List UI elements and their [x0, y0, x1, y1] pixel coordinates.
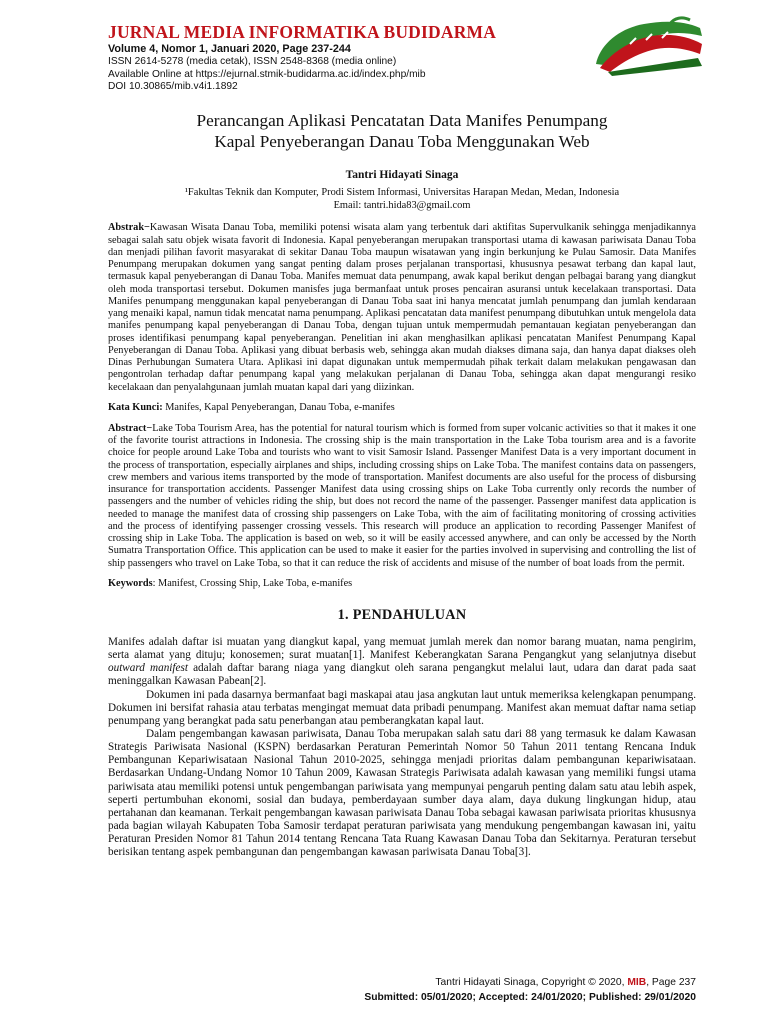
author-name: Tantri Hidayati Sinaga — [345, 169, 459, 182]
section-heading-pendahuluan: 1. PENDAHULUAN — [337, 606, 467, 623]
accepted-label: ; Accepted: — [472, 991, 532, 1003]
kata-kunci-text: Manifes, Kapal Penyeberangan, Danau Toba, e-manifes — [162, 401, 395, 413]
title-line-1: Perancangan Aplikasi Pencatatan Data Manifes Penumpang — [196, 111, 608, 131]
footer-dates — [364, 991, 696, 1006]
paper-page — [108, 22, 696, 860]
published-label: ; Published: — [582, 991, 645, 1003]
paragraph-1-emphasis: outward manifest — [108, 662, 188, 675]
abstrak-text: Kawasan Wisata Danau Toba, memiliki potensi wisata alam yang terbentuk dari aktifitas Supervulkanik sehingga menjadikannya sebagai salah satu objek wisata favorit di Indonesia. Kapal penyeberangan merupakan transportasi utama di kawasan pariwisata Danau Toba dan menjadi pilihan favorit masyarakat di sekitar Danau Toba maupun wisatawan yang ingin berkunjung ke Pulau Samosir. Data Manifes Penumpang merupakan dokumen yang sangat penting dalam proses perjalanan transportasi, khususnya pesawat terbang dan kapal laut, termasuk kapal penyeberangan di Danau Toba. Manifes memuat data penumpang, awak kapal berikut dengan pelbagai barang yang diangkut oleh moda transportasi tersebut. Dokumen manisfes juga bermanfaat untuk proses pencairan asuransi untuk kecelakaan transportasi. Data Manifes penumpang menggunakan kapal penyeberangan di Danau Toba saat ini hanya mencatat jumlah penumpang dan jumlah kendaraan yang menaiki kapal, namun tidak mencatat nama penumpang. Aplikasi pencatatan data manifest penumpang dibutuhkan untuk mengelola data manifes penumpang kapal penyeberangan di Danau Toba, dengan tujuan untuk mempermudah pemantauan kegiatan penyeberangan dan proses identifikasi penumpang kapal penyeberangan. Penelitian ini akan menghasilkan aplikasi pencatatan Manifest Penumpang Kapal Penyeberangan di Danau Toba. Aplikasi yang dibuat berbasis web, sehingga akan mudah diakses dimana saja, dan hanya dapat diakses oleh Dinas Perhubungan Sumatera Utara. Aplikasi ini dapat digunakan untuk mempermudah pihak terkait dalam melakukan pengawasan dan pengontrolan terhadap daftar penumpang kapal yang melakukan perjalanan di Danau Toba, sehingga akan dapat mengurangi resiko kecelakaan dan penyalahgunaan jumlah muatan kapal dari yang diizinkan. — [108, 222, 696, 393]
abstrak-label: Abstrak− — [108, 222, 150, 234]
footer-mib: MIB — [627, 977, 647, 988]
accepted-date: 24/01/2020 — [531, 991, 583, 1003]
abstract-en — [108, 423, 696, 570]
paper-title — [108, 110, 696, 152]
paragraph-1 — [108, 636, 696, 689]
footer-author: Tantri Hidayati Sinaga — [435, 977, 536, 988]
page-footer — [364, 976, 696, 1005]
available-online[interactable]: Available Online at https://ejurnal.stmik-budidarma.ac.id/index.php/mib — [108, 68, 426, 80]
issn-info: ISSN 2614-5278 (media cetak), ISSN 2548-8368 (media online) — [108, 55, 397, 67]
author-email[interactable]: Email: tantri.hida83@gmail.com — [333, 199, 471, 211]
published-date: 29/01/2020 — [644, 991, 696, 1003]
section-body — [108, 636, 696, 860]
abstrak — [108, 222, 696, 394]
affiliation-block — [108, 187, 696, 212]
abstract-en-label: Abstract− — [108, 422, 153, 434]
paragraph-2: Dokumen ini pada dasarnya bermanfaat bagi maskapai atau jasa angkutan laut untuk memeriksa kelengkapan penumpang. Dokumen ini bersifat rahasia atau terbatas mengingat memuat data pribadi penumpang. Manifest akan memuat daftar nama setiap penumpang yang berangkat pada satu penerbangan atau pemberangkatan kapal laut. — [108, 688, 696, 727]
kata-kunci — [108, 402, 696, 413]
paragraph-1-text-a: Manifes adalah daftar isi muatan yang diangkut kapal, yang memuat jumlah merek dan nomor barang muatan, nama pengirim, serta alamat yang dituju; konosemen; surat muatan[1]. Manifest Keberangkatan Sarana Pengangkut yang selanjutnya disebut — [108, 635, 696, 662]
submitted-date: 05/01/2020 — [421, 991, 473, 1003]
submitted-label: Submitted: — [364, 991, 421, 1003]
footer-copyright — [364, 976, 696, 991]
title-line-2: Kapal Penyeberangan Danau Toba Menggunakan Web — [214, 132, 590, 152]
paragraph-3: Dalam pengembangan kawasan pariwisata, Danau Toba merupakan salah satu dari 88 yang termasuk ke dalam Kawasan Strategis Pariwisata Nasional (KSPN) berdasarkan Peraturan Pemerintah Nomor 50 Tahun 2011 tentang Rencana Induk Pembangunan Kepariwisataan Nasional Tahun 2010-2025, sehingga menjadi prioritas dalam pembangunan kepariwisataan. Berdasarkan Undang-Undang Nomor 10 Tahun 2009, Kawasan Strategis Pariwisata adalah kawasan yang memiliki fungsi utama pariwisata atau memiliki potensi untuk pengembangan pariwisata yang mempunyai pengaruh penting dalam satu atau lebih aspek, seperti pertumbuhan ekonomi, sosial dan budaya, pemberdayaan sumber daya alam, daya dukung lingkungan hidup, atau pertahanan dan keamanan. Terkait pengembangan kawasan pariwisata Danau Toba sebagai kawasan pariwisata prioritas khususnya pada bagian wilayah Kabupaten Toba Samosir terdapat peraturan pariwisata yang mendukung pengembangan kawasan ini, yaitu Peraturan Presiden Nomor 81 Tahun 2014 tentang Rencana Tata Ruang Kawasan Danau Toba dan Sekitarnya. Peraturan tersebut berisikan tentang aspek pembangunan dan pengembangan kawasan pariwisata Danau Toba[3]. — [108, 727, 696, 859]
doi[interactable]: DOI 10.30865/mib.v4i1.1892 — [108, 81, 238, 93]
journal-title: JURNAL MEDIA INFORMATIKA BUDIDARMA — [108, 22, 497, 42]
paragraph-1-text-b: adalah daftar barang niaga yang diangkut oleh sarana pengangkut melalui laut, udara dan darat pada saat meninggalkan Kawasan Pabean[2]. — [108, 662, 697, 688]
abstract-en-text: Lake Toba Tourism Area, has the potential for natural tourism which is formed from super volcanic activities so that it makes it one of the favorite tourist attractions in Indonesia. The crossing ship is the main transportation in the Lake Toba tourism area and is a favorite choice for people around Lake Toba and tourists who want to visit Samosir Island. Passenger Manifest Data is a very important document in the process of transportation, especially airplanes and ships, including crossing ships on Lake Toba. The manifest contains data on passengers, crew members and various items transported by the mode of transportation. Manifest documents are also useful for the process of disbursing insurance for transportation accidents. Passenger Manifest data using crossing ships on Lake Toba currently only records the number of passengers and the number of vehicles riding the ship, but does not record the name of the passenger. Passenger manifest data application is needed to manage the manifest data of crossing ship passengers on Lake Toba, with the aim of facilitating monitoring of crossing activities and the process of identifying passenger crossing vessels. This research will produce an application to recording Passenger Manifest of crossing ship in Lake Toba. The application is based on web, so it will be easily accessed anywhere, and can only be accessed by the North Sumatra Transportation Office. This application can be used to make it easier for the parties involved in supervising and controlling the list of ship passengers who travel on Lake Toba, so that it can reduce the risk of accidents and misuse of the number of boat loads from the permit. — [108, 422, 696, 569]
volume-info: Volume 4, Nomor 1, Januari 2020, Page 237-244 — [108, 43, 351, 55]
affiliation: ¹Fakultas Teknik dan Komputer, Prodi Sistem Informasi, Universitas Harapan Medan, Medan, Indonesia — [184, 187, 620, 199]
keywords — [108, 578, 696, 589]
footer-copyright-text: , Copyright © 2020, — [535, 977, 628, 988]
keywords-label: Keywords — [108, 577, 153, 589]
footer-page: , Page 237 — [646, 977, 696, 988]
kata-kunci-label: Kata Kunci: — [108, 401, 163, 413]
keywords-text: : Manifest, Crossing Ship, Lake Toba, e-manifes — [152, 577, 353, 589]
journal-header — [108, 22, 696, 94]
